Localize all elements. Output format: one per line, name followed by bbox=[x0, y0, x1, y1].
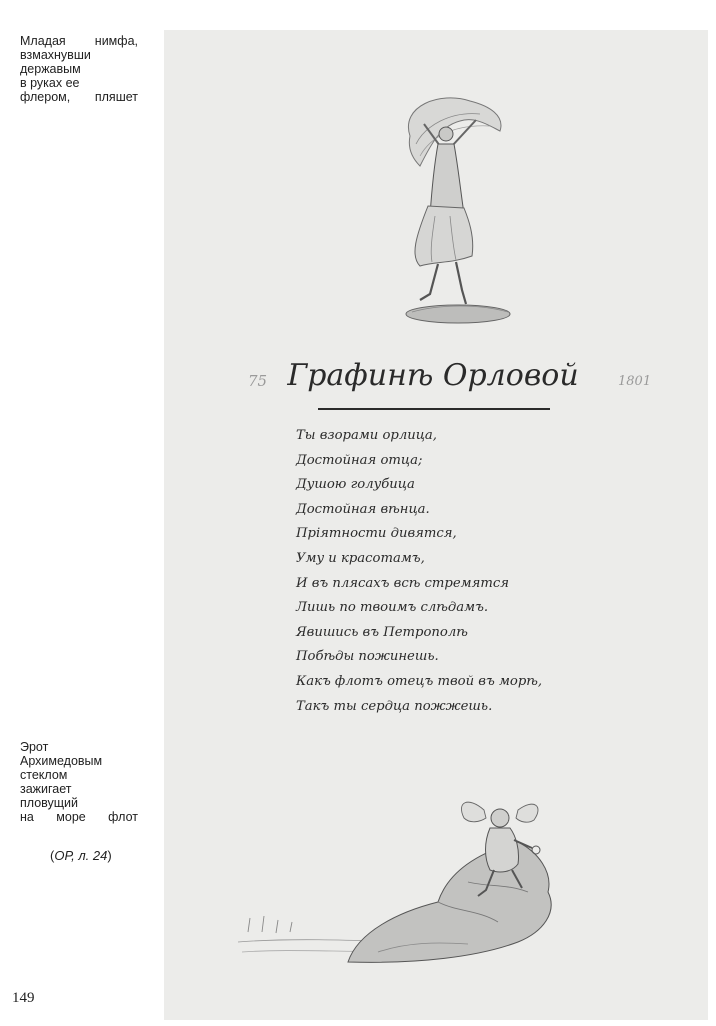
poem-title: Графинѣ Орловой bbox=[287, 358, 579, 393]
eros-illustration bbox=[228, 792, 588, 972]
caption-line: стеклом bbox=[20, 768, 68, 782]
source-reference: (ОР, л. 24) bbox=[50, 848, 112, 863]
caption-line: в руках ее bbox=[20, 76, 80, 90]
verse-line: Прiятности дивятся, bbox=[296, 526, 457, 542]
caption-line: Архимедовым bbox=[20, 754, 103, 768]
verse-line: Такъ ты сердца пожжешь. bbox=[296, 698, 493, 714]
verse-line: И въ плясахъ всѣ стремятся bbox=[296, 575, 509, 591]
page-number: 149 bbox=[12, 990, 35, 1006]
caption-line: флером, пляшет bbox=[20, 90, 138, 104]
title-underline bbox=[318, 408, 550, 410]
caption-eros bbox=[20, 740, 138, 824]
caption-nymph bbox=[20, 34, 138, 104]
verse-line: Явишись въ Петрополѣ bbox=[296, 624, 468, 640]
verse-line: Лишь по твоимъ слѣдамъ. bbox=[296, 600, 489, 616]
caption-line: зажигает bbox=[20, 782, 72, 796]
caption-line: взмахнувши bbox=[20, 48, 91, 62]
verse-line: Достойная отца; bbox=[296, 452, 423, 468]
caption-line: Младая нимфа, bbox=[20, 34, 138, 48]
poem-verse bbox=[296, 424, 626, 719]
caption-line: на море флот bbox=[20, 810, 138, 824]
verse-line: Достойная вѣнца. bbox=[296, 501, 430, 517]
verse-line: Побѣды пожинешь. bbox=[296, 649, 439, 665]
pencil-note-left: 75 bbox=[248, 372, 268, 390]
pencil-note-right: 1801 bbox=[618, 374, 652, 389]
verse-line: Душою голубица bbox=[296, 477, 415, 493]
caption-line: пловущий bbox=[20, 796, 79, 810]
verse-line: Уму и красотамъ, bbox=[296, 550, 425, 566]
caption-line: Эрот bbox=[20, 740, 49, 754]
source-reference-italic: ОР, л. 24 bbox=[54, 848, 108, 863]
verse-line: Ты взорами орлица, bbox=[296, 428, 437, 443]
nymph-illustration bbox=[380, 86, 520, 336]
verse-line: Какъ флотъ отецъ твой въ морѣ, bbox=[296, 673, 543, 689]
caption-line: державым bbox=[20, 62, 81, 76]
